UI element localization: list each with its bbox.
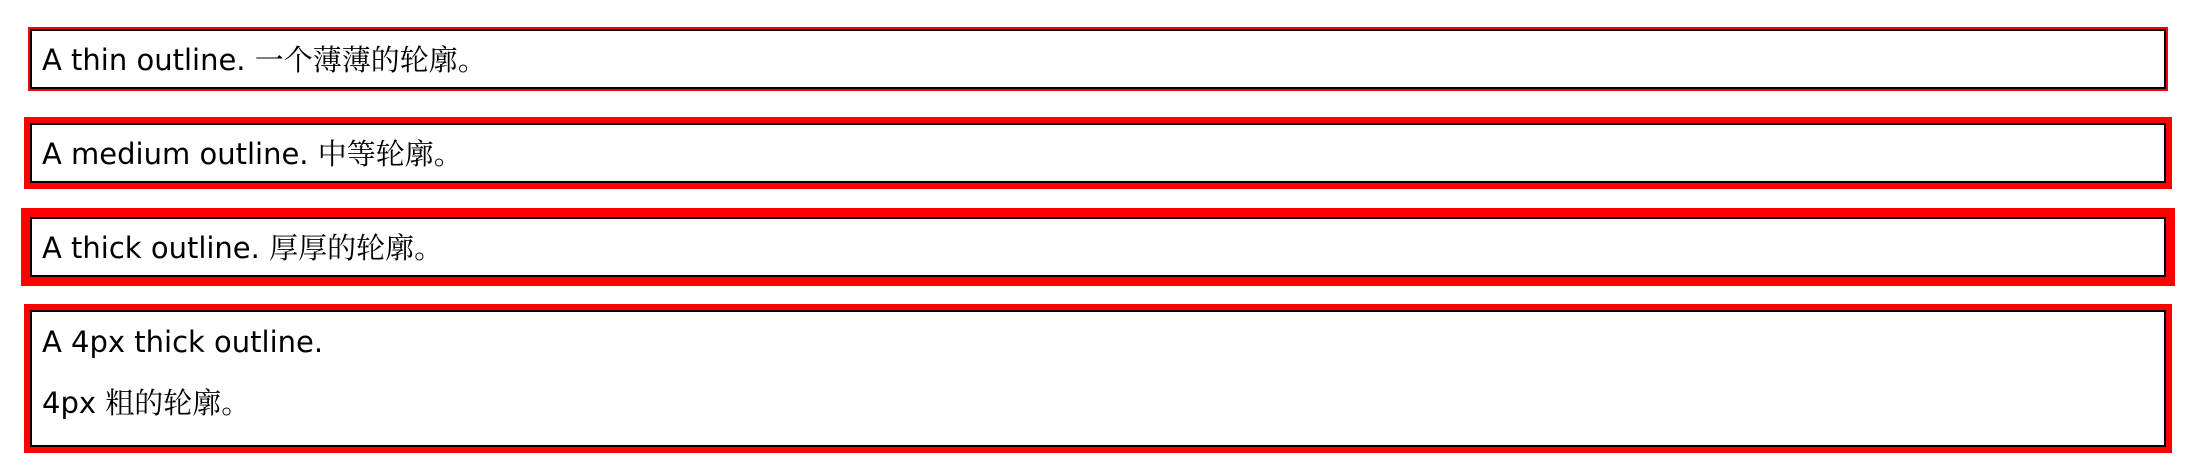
4px-outline-text-english: A 4px thick outline.	[42, 325, 324, 359]
thick-outline-text: A thick outline. 厚厚的轮廓。	[42, 231, 444, 265]
thick-outline-box	[30, 217, 2166, 277]
4px-outline-text-chinese: 4px 粗的轮廓。	[42, 386, 251, 420]
thin-outline-text: A thin outline. 一个薄薄的轮廓。	[42, 43, 487, 77]
4px-outline-box	[30, 310, 2166, 447]
thin-outline-box	[30, 29, 2166, 89]
medium-outline-box	[30, 123, 2166, 183]
medium-outline-text: A medium outline. 中等轮廓。	[42, 137, 463, 171]
